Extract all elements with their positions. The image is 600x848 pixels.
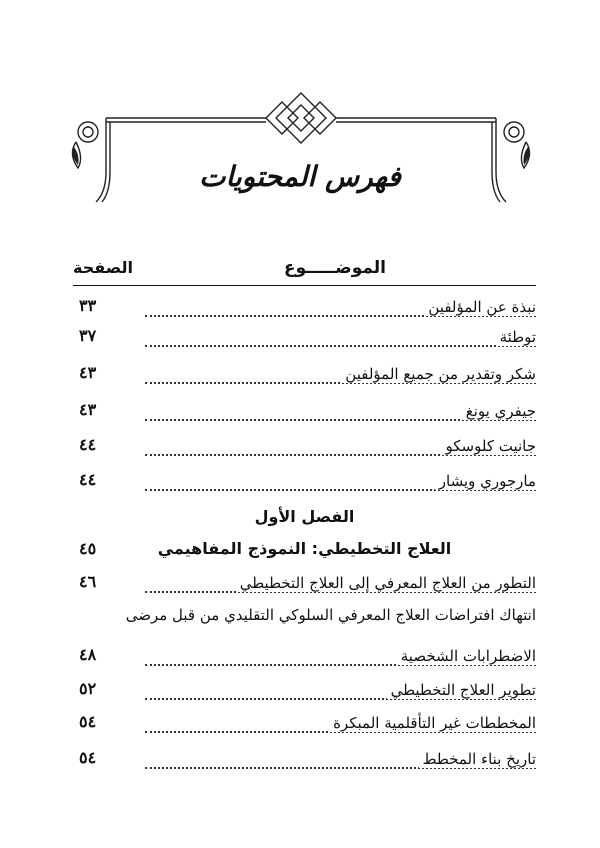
entry-page: ٤٣ [79,363,97,382]
multiline-entry-text: انتهاك افتراضات العلاج المعرفي السلوكي التقليدي من قبل مرضى [125,606,536,624]
entry-label: نبذة عن المؤلفين [424,298,536,316]
entry-page: ٣٧ [79,326,97,345]
header-topic: الموضـــــوع [283,258,386,278]
toc-entry [73,570,536,600]
entry-page: ٥٤ [79,712,97,731]
entry-page: ٥٢ [79,679,97,698]
dot-leader [145,327,536,347]
entry-label: التطور من العلاج المعرفي إلى العلاج التخطيطي [236,574,536,592]
entry-page: ٣٣ [79,296,97,315]
entry-page: ٤٤ [79,435,97,454]
entry-label: المخططات غير التأقلمية المبكرة [329,714,536,732]
toc-entry [73,710,536,740]
toc-entry [73,746,536,776]
chapter-subheading-row [73,537,536,567]
toc-header [73,258,536,282]
header-divider [73,285,536,286]
entry-label: مارجوري ويشار [435,472,536,490]
header-page: الصفحة [73,258,134,277]
entry-page: ٤٨ [79,645,97,664]
entry-label: تطوير العلاج التخطيطي [387,681,536,699]
toc-entry [73,643,536,673]
entry-label: تاريخ بناء المخطط [419,750,536,768]
chapter-subheading: العلاج التخطيطي: النموذج المفاهيمي [157,539,452,558]
toc-entry [73,324,536,354]
entry-page: ٤٤ [79,470,97,489]
entry-label: جيفري يونغ [462,402,536,420]
toc-entry [73,433,536,463]
entry-label: شكر وتقدير من جميع المؤلفين [341,365,536,383]
entry-page: ٥٤ [79,748,97,767]
chapter-heading: الفصل الأول [254,507,355,526]
toc-entry [73,468,536,498]
toc-entry [73,398,536,428]
toc-entry [73,677,536,707]
entry-label: جانيت كلوسكو [442,437,537,455]
entry-page: ٤٥ [79,539,97,558]
page-title: فهرس المحتويات [199,160,401,193]
toc-entry [73,361,536,391]
entry-page: ٤٦ [79,572,97,591]
entry-page: ٤٣ [79,400,97,419]
entry-label: توطئة [496,328,536,346]
toc-entry [73,294,536,324]
entry-label: الاضطرابات الشخصية [397,647,536,665]
